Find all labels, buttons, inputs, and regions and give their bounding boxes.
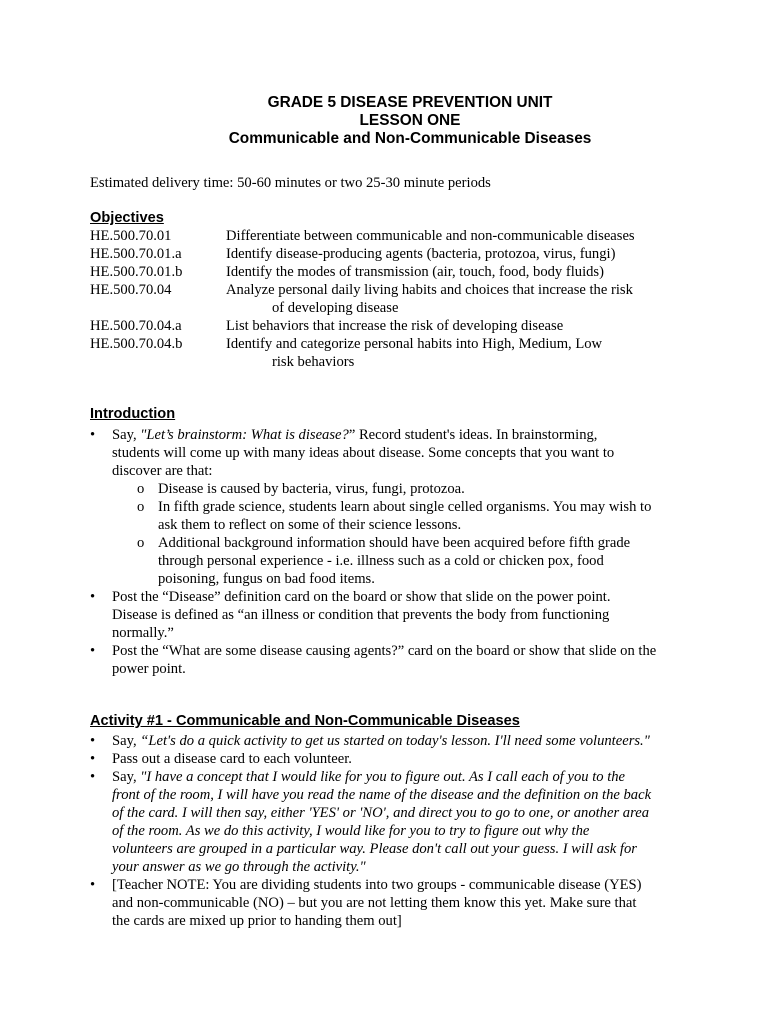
objective-text: Differentiate between communicable and non-communicable diseases <box>226 228 635 244</box>
bullet-icon: • <box>90 733 96 749</box>
objective-text: Analyze personal daily living habits and choices that increase the risk of developing disease <box>226 282 633 316</box>
objective-text: Identify and categorize personal habits into High, Medium, Low risk behaviors <box>226 336 603 370</box>
document-header <box>0 94 768 148</box>
objective-row <box>90 245 690 263</box>
bullet-icon: • <box>90 769 96 785</box>
objective-text: Identify disease-producing agents (bacteria, protozoa, virus, fungi) <box>226 246 616 262</box>
sub-list-item: o Disease is caused by bacteria, virus, fungi, protozoa. <box>137 481 465 497</box>
list-item: • Post the “Disease” definition card on the board or show that slide on the power point. Disease is defined as “an illness or condition that prevents the body from functioning normally.” <box>90 589 611 641</box>
objectives-heading: Objectives <box>90 210 164 226</box>
objective-code: HE.500.70.01.b <box>90 264 183 280</box>
objectives-table <box>90 227 690 371</box>
circle-bullet-icon: o <box>137 499 145 515</box>
objective-row <box>90 263 690 281</box>
list-item: • Say, “Let's do a quick activity to get us started on today's lesson. I'll need some volunteers." <box>90 733 650 749</box>
objective-row <box>90 317 690 335</box>
bullet-icon: • <box>90 589 96 605</box>
introduction-heading: Introduction <box>90 406 176 422</box>
sub-list-item: o Additional background information should have been acquired before fifth grade through personal experience - i.e. illness such as a cold or chicken pox, food poisoning, fungus on bad food items. <box>137 535 631 587</box>
circle-bullet-icon: o <box>137 481 145 497</box>
objective-row <box>90 281 690 317</box>
objective-text: Identify the modes of transmission (air, touch, food, body fluids) <box>226 264 604 280</box>
unit-title: GRADE 5 DISEASE PREVENTION UNIT <box>267 94 553 111</box>
bullet-icon: • <box>90 643 96 659</box>
objective-code: HE.500.70.01.a <box>90 246 182 262</box>
activity-list <box>90 732 680 930</box>
list-item: • Say, "Let’s brainstorm: What is disease?” Record student's ideas. In brainstorming, students will come up with many ideas about disease. Some concepts that you want to discover are that: o Disease is caused by bacteria, virus, fungi, protozoa. o In fifth grade science, students learn about single celled organisms. You may wish to ask them to reflect on some of their science lessons. o Additional background information should have been acquired before fifth grade through personal experience - i.e. illness such as a cold or chicken pox, food poisoning, fungus on bad food items. <box>90 426 680 588</box>
objective-code: HE.500.70.04.a <box>90 318 182 334</box>
list-item: • Pass out a disease card to each volunteer. <box>90 751 352 767</box>
objective-code: HE.500.70.04.b <box>90 336 183 352</box>
lesson-title: LESSON ONE <box>359 112 461 129</box>
bullet-icon: • <box>90 877 96 893</box>
objective-text: List behaviors that increase the risk of developing disease <box>226 318 564 334</box>
bullet-icon: • <box>90 427 96 443</box>
estimated-delivery-time: Estimated delivery time: 50-60 minutes or two 25-30 minute periods <box>90 175 491 191</box>
activity-heading: Activity #1 - Communicable and Non-Communicable Diseases <box>90 713 520 729</box>
objective-row <box>90 227 690 245</box>
list-item: • Say, "I have a concept that I would like for you to figure out. As I call each of you to the front of the room, I will have you read the name of the disease and the definition on the back of the card. I will then say, either 'YES' or 'NO', and direct you to go to one, or another area of the room. As we do this activity, I would like for you to try to figure out why the volunteers are grouped in a particular way. Please don't call out your guess. I will ask for your answer as we go through the activity." <box>90 769 652 875</box>
circle-bullet-icon: o <box>137 535 145 551</box>
introduction-list <box>90 426 680 678</box>
lesson-subtitle: Communicable and Non-Communicable Diseases <box>228 130 592 147</box>
sub-list-item: o In fifth grade science, students learn about single celled organisms. You may wish to ask them to reflect on some of their science lessons. <box>137 499 652 533</box>
objective-row <box>90 335 690 371</box>
bullet-icon: • <box>90 751 96 767</box>
list-item: • Post the “What are some disease causing agents?” card on the board or show that slide on the power point. <box>90 643 657 677</box>
objective-code: HE.500.70.01 <box>90 228 172 244</box>
objective-code: HE.500.70.04 <box>90 282 172 298</box>
list-item: • [Teacher NOTE: You are dividing students into two groups - communicable disease (YES) and non-communicable (NO) – but you are not letting them know this yet. Make sure that the cards are mixed up prior to handing them out] <box>90 877 642 929</box>
